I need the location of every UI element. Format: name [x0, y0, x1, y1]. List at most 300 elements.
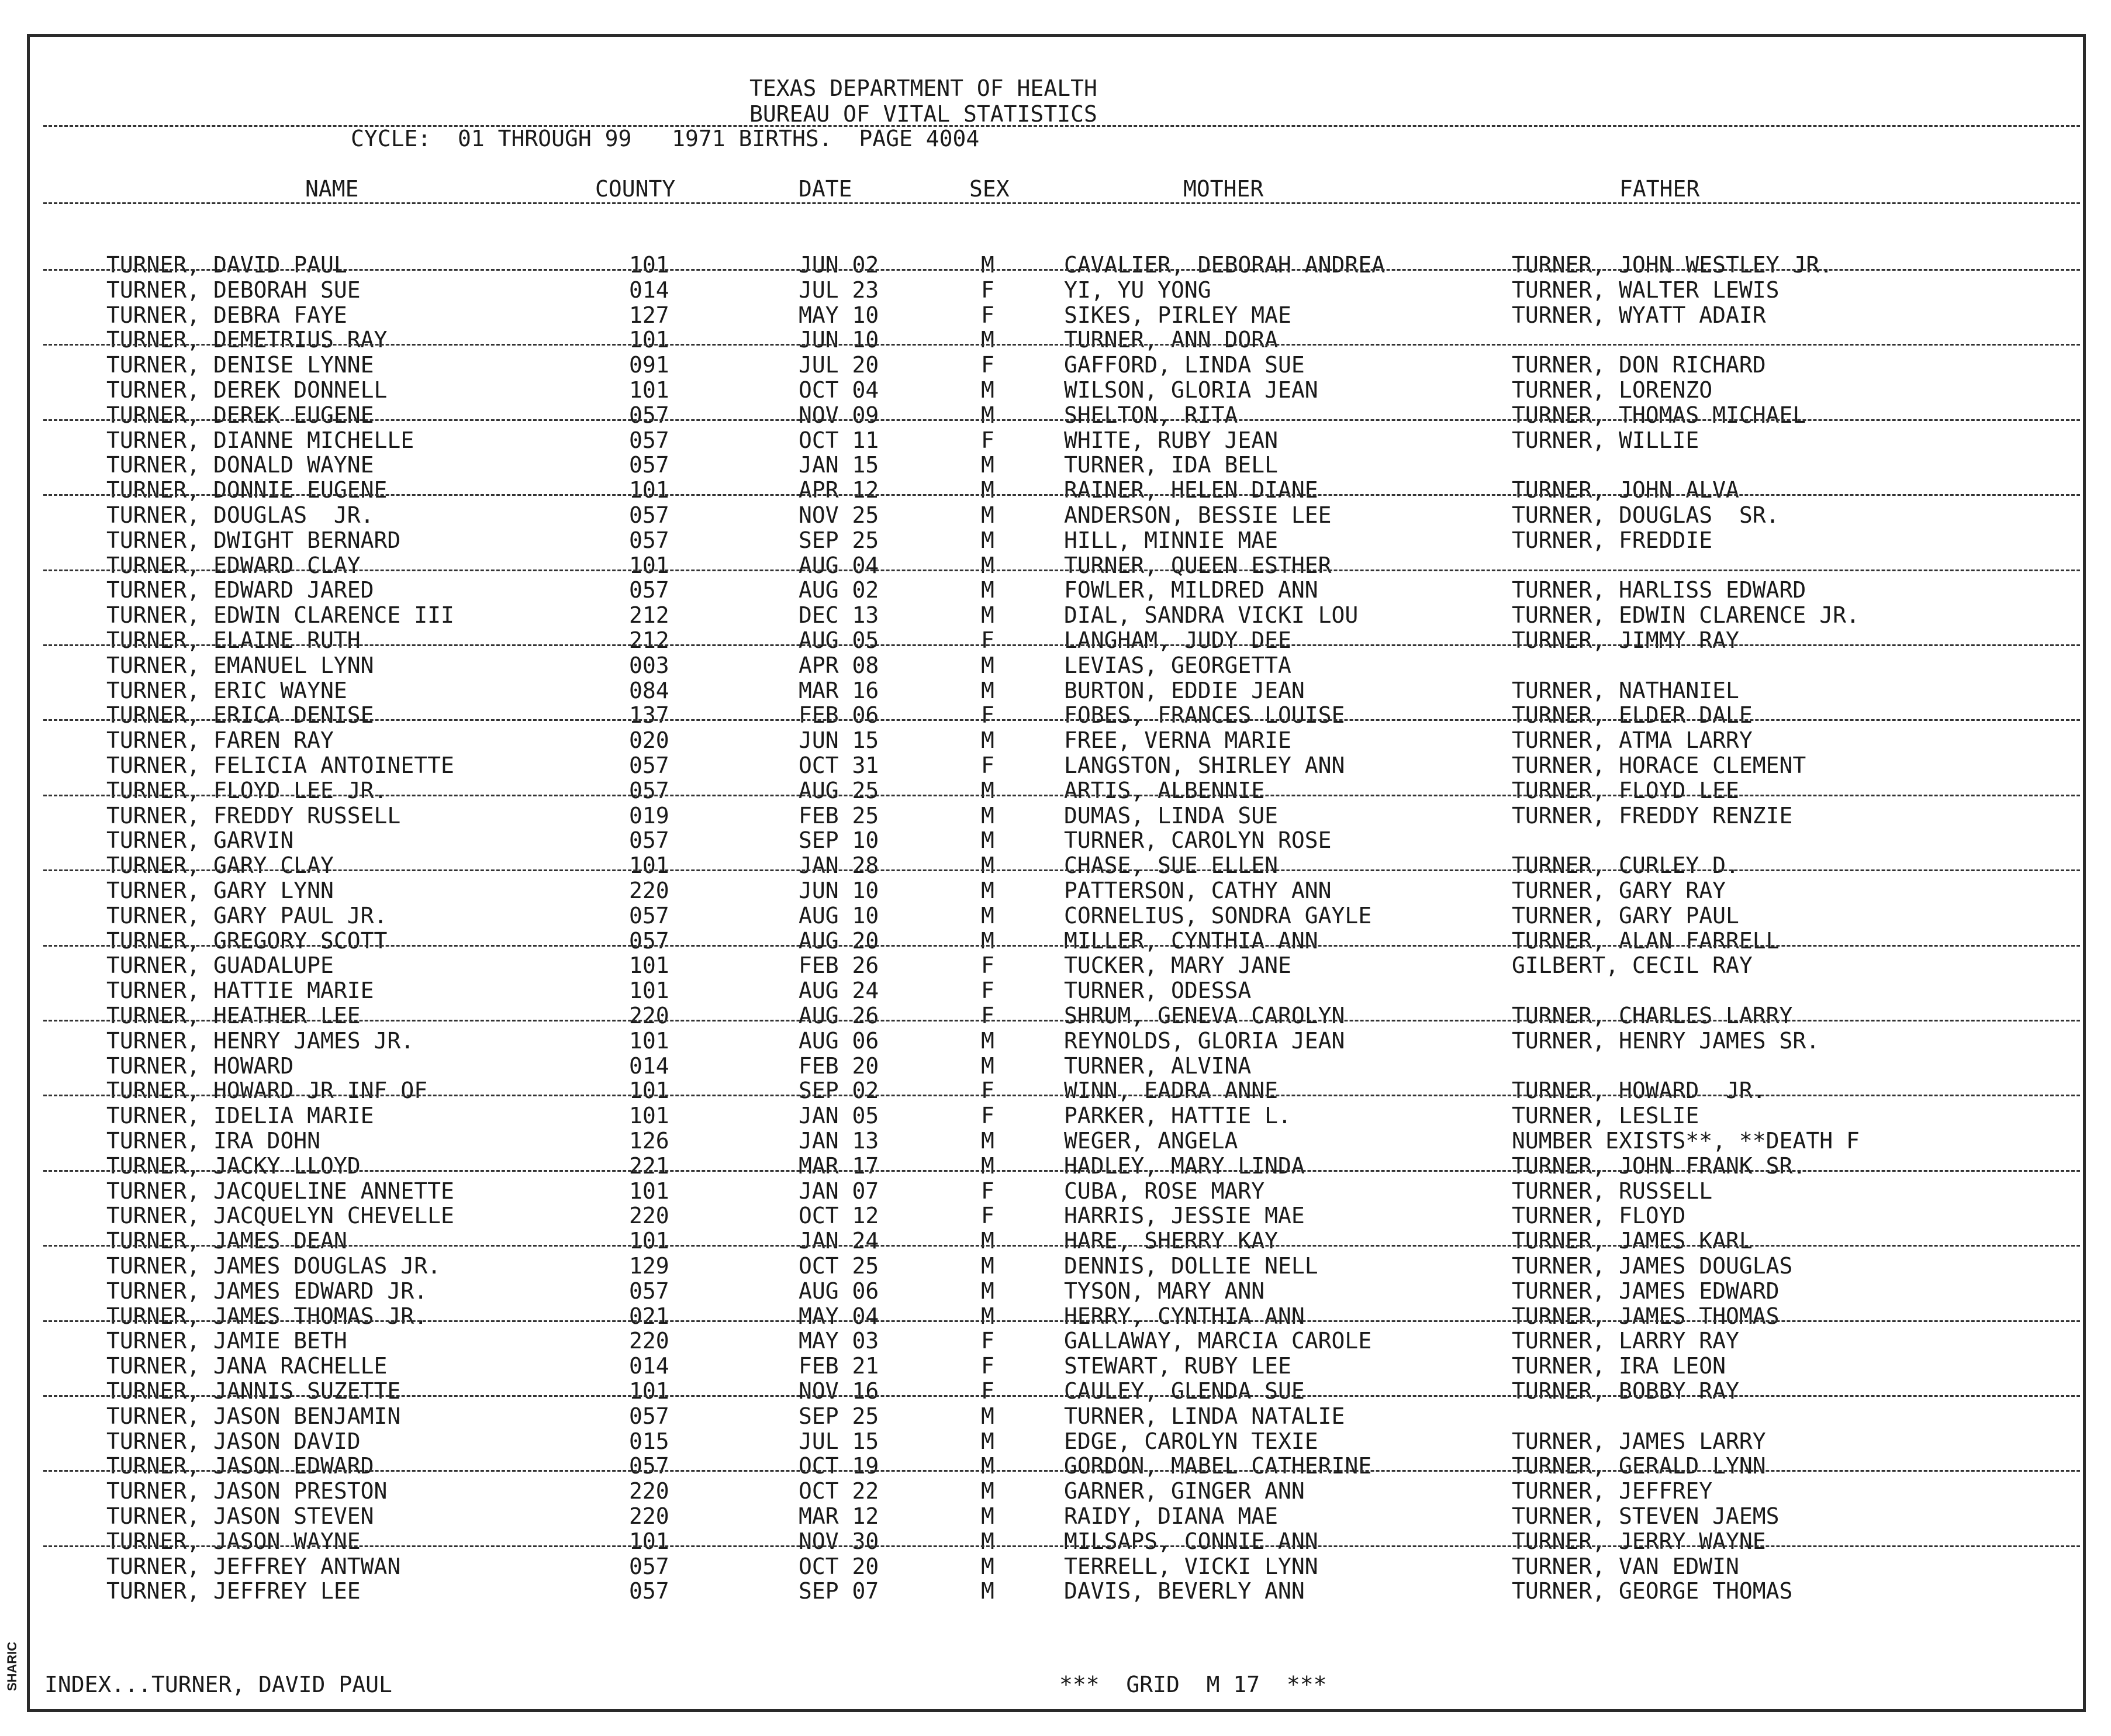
cell-father: TURNER, JAMES EDWARD: [1512, 1278, 1780, 1304]
cell-sex: M: [981, 853, 994, 879]
cell-father: TURNER, WALTER LEWIS: [1512, 277, 1780, 303]
cell-mother: SHRUM, GENEVA CAROLYN: [1064, 1003, 1345, 1029]
side-stamp-text: SHARIC: [5, 1641, 19, 1692]
cell-sex: M: [981, 1528, 994, 1554]
cell-mother: WINN, EADRA ANNE: [1064, 1078, 1279, 1104]
cell-mother: TURNER, ODESSA: [1064, 978, 1252, 1004]
cell-sex: F: [981, 1103, 994, 1129]
cell-county: 220: [629, 1478, 669, 1504]
cell-mother: RAIDY, DIANA MAE: [1064, 1503, 1279, 1529]
cell-county: 057: [629, 1403, 669, 1429]
cell-father: TURNER, GARY PAUL: [1512, 902, 1739, 929]
table-row: [0, 878, 2111, 903]
cell-sex: M: [981, 1403, 994, 1429]
cell-name: TURNER, DOUGLAS JR.: [106, 502, 374, 528]
cell-county: 101: [629, 1027, 669, 1054]
cell-father: TURNER, GERALD LYNN: [1512, 1453, 1766, 1479]
table-row: [0, 1554, 2111, 1579]
cell-date: OCT 25: [799, 1253, 879, 1279]
cell-father: TURNER, CURLEY D.: [1512, 853, 1739, 879]
cell-sex: F: [981, 1328, 994, 1354]
cell-father: TURNER, JERRY WAYNE: [1512, 1528, 1766, 1554]
table-row: [0, 778, 2111, 803]
table-row: [0, 303, 2111, 327]
cell-date: SEP 07: [799, 1578, 879, 1604]
cell-county: 057: [629, 502, 669, 528]
cell-name: TURNER, FREDDY RUSSELL: [106, 802, 401, 829]
cell-sex: F: [981, 702, 994, 729]
table-row: [0, 653, 2111, 678]
cell-county: 101: [629, 552, 669, 578]
cell-name: TURNER, IRA DOHN: [106, 1128, 321, 1154]
table-row: [0, 853, 2111, 878]
cell-date: OCT 12: [799, 1203, 879, 1229]
cell-sex: F: [981, 302, 994, 328]
cell-county: 101: [629, 1228, 669, 1254]
cell-county: 057: [629, 1578, 669, 1604]
cell-mother: CORNELIUS, SONDRA GAYLE: [1064, 902, 1372, 929]
cell-mother: FOWLER, MILDRED ANN: [1064, 577, 1318, 603]
table-row: [0, 1054, 2111, 1078]
cell-name: TURNER, JACQUELYN CHEVELLE: [106, 1203, 454, 1229]
cell-date: JUN 15: [799, 727, 879, 754]
cell-father: TURNER, CHARLES LARRY: [1512, 1003, 1793, 1029]
cell-date: FEB 26: [799, 952, 879, 979]
cell-mother: GARNER, GINGER ANN: [1064, 1478, 1305, 1504]
cell-name: TURNER, JASON DAVID: [106, 1428, 361, 1454]
table-row: [0, 528, 2111, 553]
cell-county: 101: [629, 978, 669, 1004]
cell-father: TURNER, RUSSELL: [1512, 1178, 1713, 1204]
cell-date: MAR 16: [799, 677, 879, 703]
cell-name: TURNER, DAVID PAUL: [106, 252, 347, 278]
cell-father: TURNER, LESLIE: [1512, 1103, 1699, 1129]
table-row: [0, 1429, 2111, 1454]
cell-father: TURNER, JAMES DOUGLAS: [1512, 1253, 1793, 1279]
cell-county: 057: [629, 902, 669, 929]
cell-father: TURNER, NATHANIEL: [1512, 677, 1739, 703]
cell-county: 220: [629, 1003, 669, 1029]
cell-mother: CHASE, SUE ELLEN: [1064, 853, 1279, 879]
cell-father: TURNER, JOHN WESTLEY JR.: [1512, 252, 1833, 278]
footer-grid: *** GRID M 17 ***: [1059, 1672, 1327, 1697]
cell-sex: M: [981, 1553, 994, 1579]
cell-mother: GAFFORD, LINDA SUE: [1064, 352, 1305, 378]
cell-mother: SHELTON, RITA: [1064, 402, 1238, 428]
cell-sex: F: [981, 1378, 994, 1404]
cell-name: TURNER, HOWARD JR INF OF: [106, 1078, 428, 1104]
cell-county: 020: [629, 727, 669, 754]
cell-name: TURNER, JANA RACHELLE: [106, 1353, 388, 1379]
cell-name: TURNER, HATTIE MARIE: [106, 978, 374, 1004]
table-row: [0, 1579, 2111, 1603]
cell-mother: TURNER, QUEEN ESTHER: [1064, 552, 1332, 578]
table-row: [0, 327, 2111, 352]
cell-sex: M: [981, 1027, 994, 1054]
cell-county: 220: [629, 1503, 669, 1529]
cell-county: 101: [629, 952, 669, 979]
cell-county: 014: [629, 1052, 669, 1079]
table-row: [0, 1454, 2111, 1478]
cell-mother: STEWART, RUBY LEE: [1064, 1353, 1291, 1379]
cell-county: 057: [629, 527, 669, 553]
table-row: [0, 553, 2111, 578]
cell-name: TURNER, DIANNE MICHELLE: [106, 427, 414, 453]
cell-date: JUL 15: [799, 1428, 879, 1454]
cell-date: JAN 24: [799, 1228, 879, 1254]
cell-sex: M: [981, 252, 994, 278]
cell-date: AUG 06: [799, 1278, 879, 1304]
cell-county: 101: [629, 1378, 669, 1404]
cell-father: TURNER, ATMA LARRY: [1512, 727, 1753, 754]
cell-name: TURNER, HOWARD: [106, 1052, 294, 1079]
cell-name: TURNER, JASON BENJAMIN: [106, 1403, 401, 1429]
cell-sex: M: [981, 602, 994, 629]
side-stamp: [4, 1631, 21, 1702]
footer-index: INDEX...TURNER, DAVID PAUL: [44, 1672, 392, 1697]
cell-sex: F: [981, 427, 994, 453]
cell-mother: HARRIS, JESSIE MAE: [1064, 1203, 1305, 1229]
cell-name: TURNER, EDWIN CLARENCE III: [106, 602, 454, 629]
table-row: [0, 903, 2111, 928]
cell-father: TURNER, FLOYD LEE: [1512, 777, 1739, 803]
cell-county: 014: [629, 1353, 669, 1379]
cell-sex: M: [981, 1278, 994, 1304]
table-row: [0, 1279, 2111, 1303]
cell-sex: M: [981, 1128, 994, 1154]
table-row: [0, 1179, 2111, 1203]
cell-date: AUG 25: [799, 777, 879, 803]
cell-name: TURNER, DONNIE EUGENE: [106, 477, 388, 503]
cell-date: AUG 06: [799, 1027, 879, 1054]
cell-father: TURNER, FLOYD: [1512, 1203, 1686, 1229]
table-row: [0, 1103, 2111, 1128]
cell-mother: DUMAS, LINDA SUE: [1064, 802, 1279, 829]
cell-mother: PATTERSON, CATHY ANN: [1064, 878, 1332, 903]
cell-sex: F: [981, 1003, 994, 1029]
cell-county: 057: [629, 777, 669, 803]
table-row: [0, 1003, 2111, 1028]
cell-sex: M: [981, 552, 994, 578]
cell-mother: TURNER, LINDA NATALIE: [1064, 1403, 1345, 1429]
table-row: [0, 953, 2111, 978]
table-row: [0, 803, 2111, 828]
cell-sex: M: [981, 502, 994, 528]
table-row: [0, 1254, 2111, 1278]
cell-father: TURNER, DOUGLAS SR.: [1512, 502, 1780, 528]
cell-county: 126: [629, 1128, 669, 1154]
cell-county: 137: [629, 702, 669, 729]
header-bureau: BUREAU OF VITAL STATISTICS: [749, 101, 1097, 127]
cell-sex: M: [981, 1578, 994, 1604]
cell-county: 057: [629, 402, 669, 428]
cell-name: TURNER, HENRY JAMES JR.: [106, 1027, 414, 1054]
cell-sex: F: [981, 952, 994, 979]
cell-sex: M: [981, 377, 994, 403]
cell-name: TURNER, ERIC WAYNE: [106, 677, 347, 703]
cell-name: TURNER, ERICA DENISE: [106, 702, 374, 729]
cell-county: 212: [629, 627, 669, 653]
cell-date: OCT 31: [799, 753, 879, 778]
cell-date: AUG 10: [799, 902, 879, 929]
table-row: [0, 728, 2111, 753]
cell-mother: HERRY, CYNTHIA ANN: [1064, 1303, 1305, 1329]
cell-date: OCT 04: [799, 377, 879, 403]
cell-name: TURNER, GARY LYNN: [106, 878, 334, 903]
cell-sex: F: [981, 1203, 994, 1229]
cell-mother: TURNER, ALVINA: [1064, 1052, 1252, 1079]
cell-county: 057: [629, 452, 669, 478]
cell-mother: GORDON, MABEL CATHERINE: [1064, 1453, 1372, 1479]
cell-mother: HADLEY, MARY LINDA: [1064, 1152, 1305, 1179]
cell-mother: GALLAWAY, MARCIA CAROLE: [1064, 1328, 1372, 1354]
cell-mother: SIKES, PIRLEY MAE: [1064, 302, 1291, 328]
cell-county: 101: [629, 1528, 669, 1554]
cell-date: APR 08: [799, 652, 879, 678]
cell-sex: F: [981, 753, 994, 778]
cell-name: TURNER, DWIGHT BERNARD: [106, 527, 401, 553]
cell-sex: M: [981, 727, 994, 754]
cell-county: 057: [629, 1453, 669, 1479]
cell-name: TURNER, GARY CLAY: [106, 853, 334, 879]
cell-sex: M: [981, 452, 994, 478]
cell-sex: F: [981, 978, 994, 1004]
cell-date: JAN 28: [799, 853, 879, 879]
cell-mother: TUCKER, MARY JANE: [1064, 952, 1291, 979]
cell-name: TURNER, DEREK EUGENE: [106, 402, 374, 428]
cell-mother: LANGSTON, SHIRLEY ANN: [1064, 753, 1345, 778]
col-header-father: FATHER: [1619, 176, 1700, 202]
table-row: [0, 353, 2111, 377]
cell-sex: F: [981, 1078, 994, 1104]
cell-name: TURNER, EDWARD JARED: [106, 577, 374, 603]
cell-date: APR 12: [799, 477, 879, 503]
table-row: [0, 403, 2111, 427]
cell-father: NUMBER EXISTS**, **DEATH F: [1512, 1128, 1860, 1154]
cell-date: NOV 09: [799, 402, 879, 428]
cell-county: 101: [629, 1103, 669, 1129]
cell-mother: HARE, SHERRY KAY: [1064, 1228, 1279, 1254]
cell-mother: FOBES, FRANCES LOUISE: [1064, 702, 1345, 729]
cell-county: 221: [629, 1152, 669, 1179]
cell-mother: LANGHAM, JUDY DEE: [1064, 627, 1291, 653]
cell-date: SEP 10: [799, 827, 879, 854]
cell-name: TURNER, EMANUEL LYNN: [106, 652, 374, 678]
cell-sex: M: [981, 1453, 994, 1479]
table-row: [0, 1128, 2111, 1153]
cell-name: TURNER, GARY PAUL JR.: [106, 902, 388, 929]
cell-date: JAN 13: [799, 1128, 879, 1154]
cell-father: TURNER, HOWARD JR.: [1512, 1078, 1766, 1104]
cell-mother: TURNER, IDA BELL: [1064, 452, 1279, 478]
cell-date: AUG 26: [799, 1003, 879, 1029]
cell-date: JUN 02: [799, 252, 879, 278]
cell-father: TURNER, JIMMY RAY: [1512, 627, 1739, 653]
cell-father: TURNER, JOHN ALVA: [1512, 477, 1739, 503]
cell-county: 101: [629, 1178, 669, 1204]
table-row: [0, 1504, 2111, 1528]
cell-mother: REYNOLDS, GLORIA JEAN: [1064, 1027, 1345, 1054]
cell-date: MAY 10: [799, 302, 879, 328]
table-row: [0, 1154, 2111, 1178]
cell-name: TURNER, JASON WAYNE: [106, 1528, 361, 1554]
column-header-rule: [43, 202, 2080, 204]
cell-father: TURNER, GARY RAY: [1512, 878, 1726, 903]
cell-date: OCT 19: [799, 1453, 879, 1479]
cell-county: 003: [629, 652, 669, 678]
cell-date: MAY 03: [799, 1328, 879, 1354]
cell-father: TURNER, STEVEN JAEMS: [1512, 1503, 1780, 1529]
cell-name: TURNER, ELAINE RUTH: [106, 627, 361, 653]
cell-date: DEC 13: [799, 602, 879, 629]
cell-name: TURNER, JASON STEVEN: [106, 1503, 374, 1529]
cell-county: 101: [629, 477, 669, 503]
cell-sex: M: [981, 1253, 994, 1279]
cell-father: TURNER, GEORGE THOMAS: [1512, 1578, 1793, 1604]
col-header-sex: SEX: [969, 176, 1010, 202]
cell-name: TURNER, FLOYD LEE JR.: [106, 777, 388, 803]
cell-father: TURNER, HARLISS EDWARD: [1512, 577, 1806, 603]
cell-father: TURNER, WILLIE: [1512, 427, 1699, 453]
cell-sex: M: [981, 1228, 994, 1254]
cell-father: TURNER, JEFFREY: [1512, 1478, 1713, 1504]
cell-date: OCT 11: [799, 427, 879, 453]
cell-county: 057: [629, 753, 669, 778]
cell-county: 220: [629, 1203, 669, 1229]
cell-mother: TYSON, MARY ANN: [1064, 1278, 1265, 1304]
cell-name: TURNER, DEBRA FAYE: [106, 302, 347, 328]
table-row: [0, 978, 2111, 1003]
table-row: [0, 453, 2111, 477]
table-row: [0, 1404, 2111, 1428]
cell-county: 220: [629, 1328, 669, 1354]
table-row: [0, 753, 2111, 778]
cell-county: 057: [629, 427, 669, 453]
cell-name: TURNER, GREGORY SCOTT: [106, 927, 388, 954]
cell-name: TURNER, JASON EDWARD: [106, 1453, 374, 1479]
cell-date: JUL 20: [799, 352, 879, 378]
cell-mother: RAINER, HELEN DIANE: [1064, 477, 1318, 503]
cell-name: TURNER, DONALD WAYNE: [106, 452, 374, 478]
cell-mother: CUBA, ROSE MARY: [1064, 1178, 1265, 1204]
cell-sex: M: [981, 477, 994, 503]
cell-father: TURNER, EDWIN CLARENCE JR.: [1512, 602, 1860, 629]
table-row: [0, 503, 2111, 527]
cell-father: TURNER, WYATT ADAIR: [1512, 302, 1766, 328]
cell-name: TURNER, JEFFREY ANTWAN: [106, 1553, 401, 1579]
cell-name: TURNER, JEFFREY LEE: [106, 1578, 361, 1604]
header-agency: TEXAS DEPARTMENT OF HEALTH: [749, 75, 1097, 101]
cell-date: OCT 22: [799, 1478, 879, 1504]
cell-father: TURNER, LORENZO: [1512, 377, 1713, 403]
cell-county: 015: [629, 1428, 669, 1454]
cell-father: TURNER, THOMAS MICHAEL: [1512, 402, 1806, 428]
cell-sex: M: [981, 1052, 994, 1079]
cell-sex: F: [981, 1353, 994, 1379]
col-header-mother: MOTHER: [1183, 176, 1264, 202]
cell-sex: M: [981, 802, 994, 829]
cell-sex: M: [981, 327, 994, 353]
table-row: [0, 628, 2111, 653]
table-row: [0, 703, 2111, 727]
col-header-county: COUNTY: [595, 176, 676, 202]
cell-mother: DAVIS, BEVERLY ANN: [1064, 1578, 1305, 1604]
cell-mother: WHITE, RUBY JEAN: [1064, 427, 1279, 453]
header-rule: [43, 125, 2080, 127]
cell-sex: M: [981, 1303, 994, 1329]
cell-father: TURNER, HENRY JAMES SR.: [1512, 1027, 1820, 1054]
cell-name: TURNER, DEMETRIUS RAY: [106, 327, 388, 353]
cell-sex: M: [981, 1428, 994, 1454]
cell-sex: M: [981, 1478, 994, 1504]
table-row: [0, 378, 2111, 402]
cell-date: AUG 20: [799, 927, 879, 954]
table-row: [0, 929, 2111, 953]
cell-date: NOV 30: [799, 1528, 879, 1554]
cell-county: 021: [629, 1303, 669, 1329]
cell-county: 057: [629, 827, 669, 854]
table-row: [0, 1529, 2111, 1554]
cell-father: TURNER, JAMES THOMAS: [1512, 1303, 1780, 1329]
cell-mother: CAULEY, GLENDA SUE: [1064, 1378, 1305, 1404]
cell-date: FEB 25: [799, 802, 879, 829]
cell-mother: YI, YU YONG: [1064, 277, 1211, 303]
cell-mother: TERRELL, VICKI LYNN: [1064, 1553, 1318, 1579]
cell-mother: DENNIS, DOLLIE NELL: [1064, 1253, 1318, 1279]
cell-father: TURNER, VAN EDWIN: [1512, 1553, 1739, 1579]
cell-mother: WEGER, ANGELA: [1064, 1128, 1238, 1154]
cell-county: 091: [629, 352, 669, 378]
cell-county: 129: [629, 1253, 669, 1279]
cell-father: TURNER, ELDER DALE: [1512, 702, 1753, 729]
table-row: [0, 1379, 2111, 1403]
cell-county: 057: [629, 1278, 669, 1304]
cell-mother: BURTON, EDDIE JEAN: [1064, 677, 1305, 703]
cell-date: FEB 20: [799, 1052, 879, 1079]
cell-father: TURNER, IRA LEON: [1512, 1353, 1726, 1379]
cell-mother: EDGE, CAROLYN TEXIE: [1064, 1428, 1318, 1454]
table-row: [0, 1228, 2111, 1253]
cell-county: 057: [629, 927, 669, 954]
cell-date: JAN 15: [799, 452, 879, 478]
cell-sex: M: [981, 878, 994, 903]
cell-date: FEB 06: [799, 702, 879, 729]
table-row: [0, 478, 2111, 502]
cell-father: TURNER, DON RICHARD: [1512, 352, 1766, 378]
cell-father: TURNER, FREDDIE: [1512, 527, 1713, 553]
cell-date: AUG 02: [799, 577, 879, 603]
cell-date: MAR 12: [799, 1503, 879, 1529]
cell-date: MAR 17: [799, 1152, 879, 1179]
table-row: [0, 1304, 2111, 1328]
table-row: [0, 278, 2111, 302]
cell-name: TURNER, JASON PRESTON: [106, 1478, 388, 1504]
cell-mother: DIAL, SANDRA VICKI LOU: [1064, 602, 1359, 629]
table-row: [0, 1328, 2111, 1353]
cell-county: 101: [629, 377, 669, 403]
cell-name: TURNER, JAMES DEAN: [106, 1228, 347, 1254]
cell-date: SEP 02: [799, 1078, 879, 1104]
cell-name: TURNER, FELICIA ANTOINETTE: [106, 753, 454, 778]
cell-county: 127: [629, 302, 669, 328]
header-cycle: CYCLE: 01 THROUGH 99 1971 BIRTHS. PAGE 4004: [351, 126, 980, 151]
cell-mother: CAVALIER, DEBORAH ANDREA: [1064, 252, 1386, 278]
cell-father: TURNER, JOHN FRANK SR.: [1512, 1152, 1806, 1179]
cell-date: FEB 21: [799, 1353, 879, 1379]
table-row: [0, 678, 2111, 703]
cell-name: TURNER, HEATHER LEE: [106, 1003, 361, 1029]
cell-county: 101: [629, 853, 669, 879]
